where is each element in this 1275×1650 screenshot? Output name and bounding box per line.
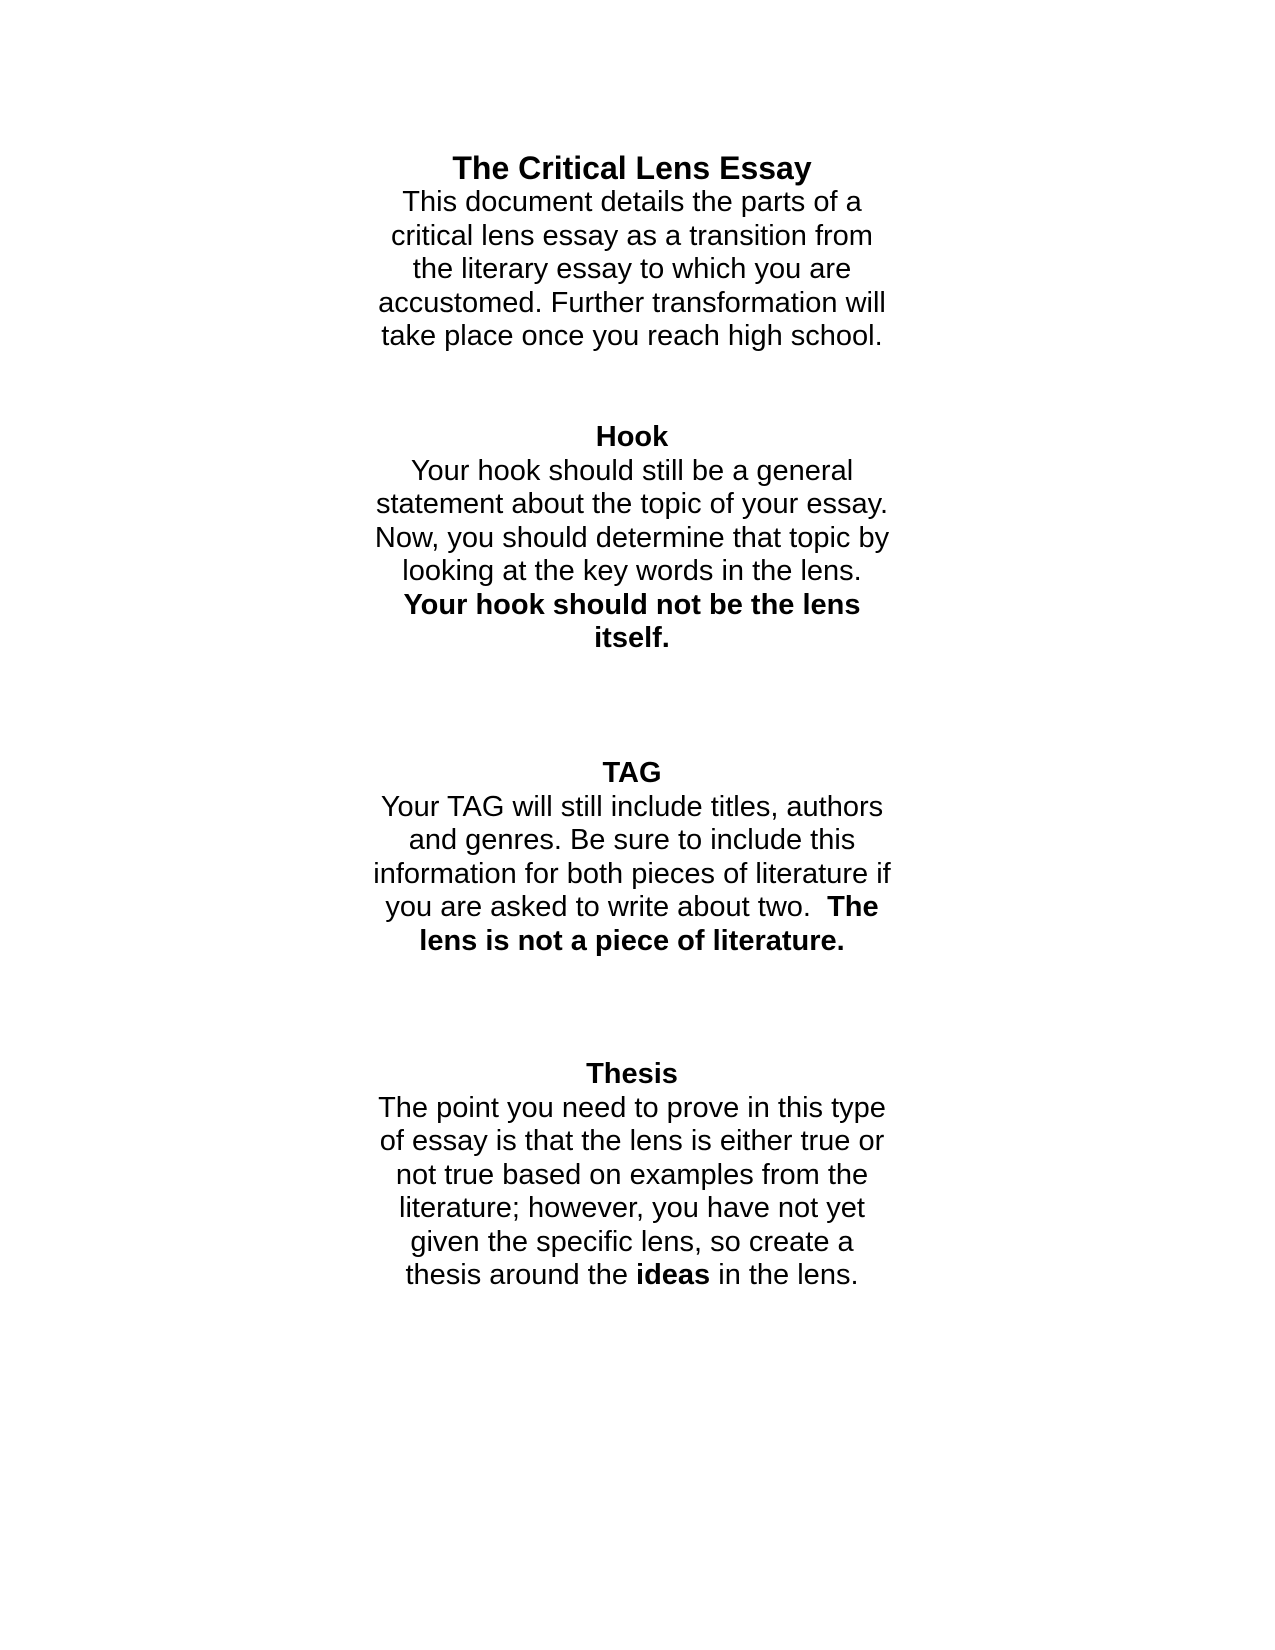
- intro-line: the literary essay to which you are: [412, 253, 852, 285]
- thesis-line: literature; however, you have not yet: [399, 1192, 865, 1224]
- tag-line-plain: you are asked to write about two.: [385, 891, 828, 923]
- thesis-line-bold: ideas: [636, 1259, 711, 1291]
- hook-heading: Hook: [595, 421, 669, 453]
- thesis-line: [372, 1259, 892, 1293]
- intro-line: take place once you reach high school.: [381, 320, 883, 352]
- intro-line: critical lens essay as a transition from: [391, 219, 873, 252]
- intro-line: accustomed. Further transformation will: [378, 286, 886, 319]
- thesis-line-after: in the lens.: [710, 1259, 859, 1291]
- tag-line-bold: The: [827, 891, 879, 923]
- intro-section: [372, 150, 892, 354]
- hook-line: Now, you should determine that topic by: [374, 521, 890, 554]
- thesis-heading: Thesis: [586, 1058, 678, 1090]
- intro-line: This document details the parts of a: [402, 186, 862, 218]
- tag-bold-line: lens is not a piece of literature.: [419, 924, 845, 957]
- tag-line: [372, 891, 892, 925]
- tag-line: and genres. Be sure to include this: [408, 824, 856, 856]
- thesis-section: [372, 1058, 892, 1293]
- tag-line: Your TAG will still include titles, authors: [380, 790, 884, 823]
- thesis-line: given the specific lens, so create a: [410, 1225, 854, 1258]
- thesis-line: The point you need to prove in this type: [378, 1091, 886, 1124]
- hook-line: statement about the topic of your essay.: [375, 488, 889, 520]
- thesis-line: of essay is that the lens is either true or: [379, 1125, 885, 1157]
- hook-bold-line: Your hook should not be the lens: [403, 588, 861, 621]
- hook-line: looking at the key words in the lens.: [402, 555, 862, 587]
- tag-line: information for both pieces of literature if: [373, 857, 891, 890]
- hook-line: Your hook should still be a general: [410, 454, 854, 487]
- hook-section: [372, 421, 892, 656]
- tag-section: [372, 757, 892, 958]
- hook-bold-line: itself.: [594, 622, 670, 654]
- document-title: The Critical Lens Essay: [452, 150, 812, 186]
- thesis-line-before: thesis around the: [405, 1259, 637, 1291]
- thesis-line: not true based on examples from the: [395, 1158, 869, 1191]
- tag-heading: TAG: [602, 757, 662, 789]
